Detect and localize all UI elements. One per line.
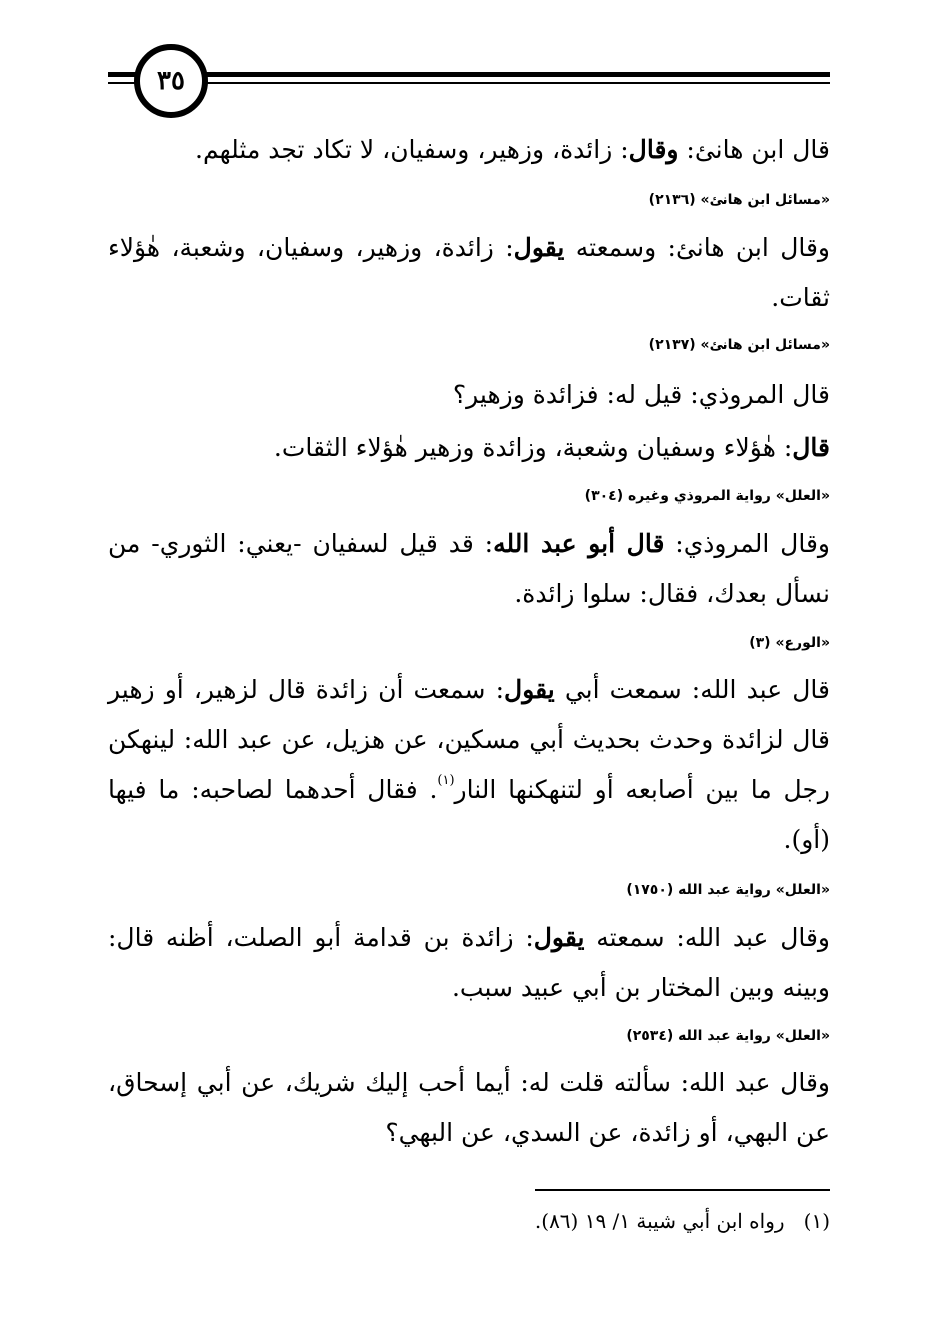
- header-rule: [108, 72, 830, 77]
- footnote-ref: (١): [437, 773, 455, 788]
- source-citation: «مسائل ابن هانئ» (٢١٣٦): [648, 192, 830, 208]
- paragraph-2: وقال ابن هانئ: وسمعته يقول: زائدة، وزهير، وسفيان، وشعبة، هٰؤلاء ثقات.: [108, 233, 830, 312]
- paragraph-1: قال ابن هانئ: وقال: زائدة، وزهير، وسفيان، لا تكاد تجد مثلهم.: [195, 135, 830, 164]
- footnote-text: رواه ابن أبي شيبة ١/ ١٩ (٨٦).: [534, 1209, 785, 1233]
- paragraph-8: وقال عبد الله: سألته قلت له: أيما أحب إليك شريك، عن أبي إسحاق، عن البهي، أو زائدة، عن السدي، عن البهي؟: [108, 1068, 830, 1147]
- paragraph-7: وقال عبد الله: سمعته يقول: زائدة بن قدامة أبو الصلت، أظنه قال: وبينه وبين المختار بن أبي عبيد سبب.: [108, 923, 830, 1002]
- page-number: ٣٥: [134, 44, 208, 118]
- source-citation: «العلل» رواية عبد الله (١٧٥٠): [626, 882, 830, 898]
- paragraph-3: قال المروذي: قيل له: فزائدة وزهير؟: [452, 380, 830, 409]
- paragraph-4: قال: هٰؤلاء وسفيان وشعبة، وزائدة وزهير هٰؤلاء الثقات.: [273, 433, 830, 462]
- source-citation: «الورع» (٣): [749, 635, 830, 651]
- footnote-divider: [535, 1189, 830, 1191]
- source-citation: «العلل» رواية عبد الله (٢٥٣٤): [626, 1028, 830, 1044]
- header-rule-thin: [108, 82, 830, 84]
- source-citation: «مسائل ابن هانئ» (٢١٣٧): [648, 337, 830, 353]
- source-citation: «العلل» رواية المروذي وغيره (٣٠٤): [584, 488, 830, 504]
- paragraph-6: قال عبد الله: سمعت أبي يقول: سمعت أن زائدة قال لزهير، أو زهير قال لزائدة وحدث بحديث أبي مسكين، عن هزيل، عن عبد الله: لينهكن رجل ما بين أصابعه أو لتنهكنها النار$^{(١)}$. فقال أحدهما لصاحبه: ما فيها (أو).: [108, 675, 830, 854]
- paragraph-5: وقال المروذي: قال أبو عبد الله: قد قيل لسفيان -يعني: الثوري- من نسأل بعدك، فقال: سلوا زائدة.: [108, 529, 830, 608]
- footnote-number: (١): [803, 1209, 830, 1233]
- footnote: [108, 1206, 830, 1236]
